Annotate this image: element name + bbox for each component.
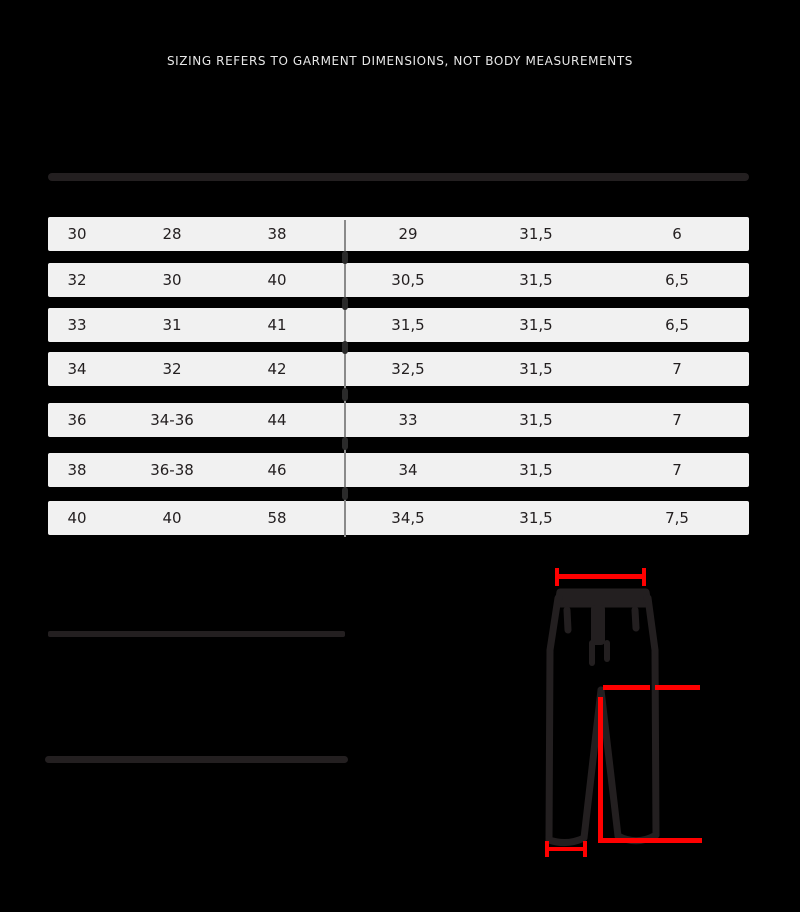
table-cell: 31,5: [519, 225, 553, 243]
table-cell: 46: [267, 461, 287, 479]
table-cell: 31,5: [391, 316, 425, 334]
table-cell: 31,5: [519, 316, 553, 334]
table-row: [48, 263, 749, 297]
table-cell: 32: [162, 360, 182, 378]
table-cell: 6: [672, 225, 682, 243]
table-cell: 30: [67, 225, 87, 243]
table-cell: 40: [67, 509, 87, 527]
table-cell: 32: [67, 271, 87, 289]
divider-knob: [342, 437, 348, 450]
table-cell: 33: [67, 316, 87, 334]
table-cell: 31,5: [519, 461, 553, 479]
table-cell: 7,5: [665, 509, 689, 527]
table-cell: 31,5: [519, 411, 553, 429]
table-cell: 38: [67, 461, 87, 479]
table-cell: 29: [398, 225, 418, 243]
table-cell: 38: [267, 225, 287, 243]
table-cell: 7: [672, 461, 682, 479]
table-row: [48, 453, 749, 487]
divider-knob: [342, 297, 348, 310]
table-cell: 42: [267, 360, 287, 378]
table-cell: 30: [162, 271, 182, 289]
table-cell: 34: [398, 461, 418, 479]
table-cell: 31: [162, 316, 182, 334]
table-cell: 34-36: [150, 411, 194, 429]
table-cell: 40: [267, 271, 287, 289]
table-cell: 36: [67, 411, 87, 429]
table-cell: 58: [267, 509, 287, 527]
table-cell: 44: [267, 411, 287, 429]
table-cell: 32,5: [391, 360, 425, 378]
divider-knob: [342, 487, 348, 500]
table-cell: 7: [672, 411, 682, 429]
table-row: [48, 403, 749, 437]
header-rule: [48, 173, 749, 181]
table-cell: 40: [162, 509, 182, 527]
table-row: [48, 308, 749, 342]
table-cell: 33: [398, 411, 418, 429]
table-cell: 31,5: [519, 360, 553, 378]
divider-knob: [342, 251, 348, 264]
table-row: [48, 501, 749, 535]
table-cell: 6,5: [665, 316, 689, 334]
table-row: [48, 352, 749, 386]
divider-knob: [342, 341, 348, 354]
table-cell: 41: [267, 316, 287, 334]
table-cell: 31,5: [519, 271, 553, 289]
divider-knob: [342, 388, 348, 401]
trousers-measurement-icon: [540, 565, 710, 865]
table-row: [48, 217, 749, 251]
table-cell: 34: [67, 360, 87, 378]
table-cell: 30,5: [391, 271, 425, 289]
table-cell: 6,5: [665, 271, 689, 289]
table-cell: 36-38: [150, 461, 194, 479]
table-cell: 31,5: [519, 509, 553, 527]
table-cell: 28: [162, 225, 182, 243]
sizing-note: SIZING REFERS TO GARMENT DIMENSIONS, NOT BODY MEASUREMENTS: [166, 54, 634, 68]
table-cell: 7: [672, 360, 682, 378]
lower-rule-bottom: [45, 756, 348, 763]
table-cell: 34,5: [391, 509, 425, 527]
lower-rule-top: [48, 631, 345, 637]
